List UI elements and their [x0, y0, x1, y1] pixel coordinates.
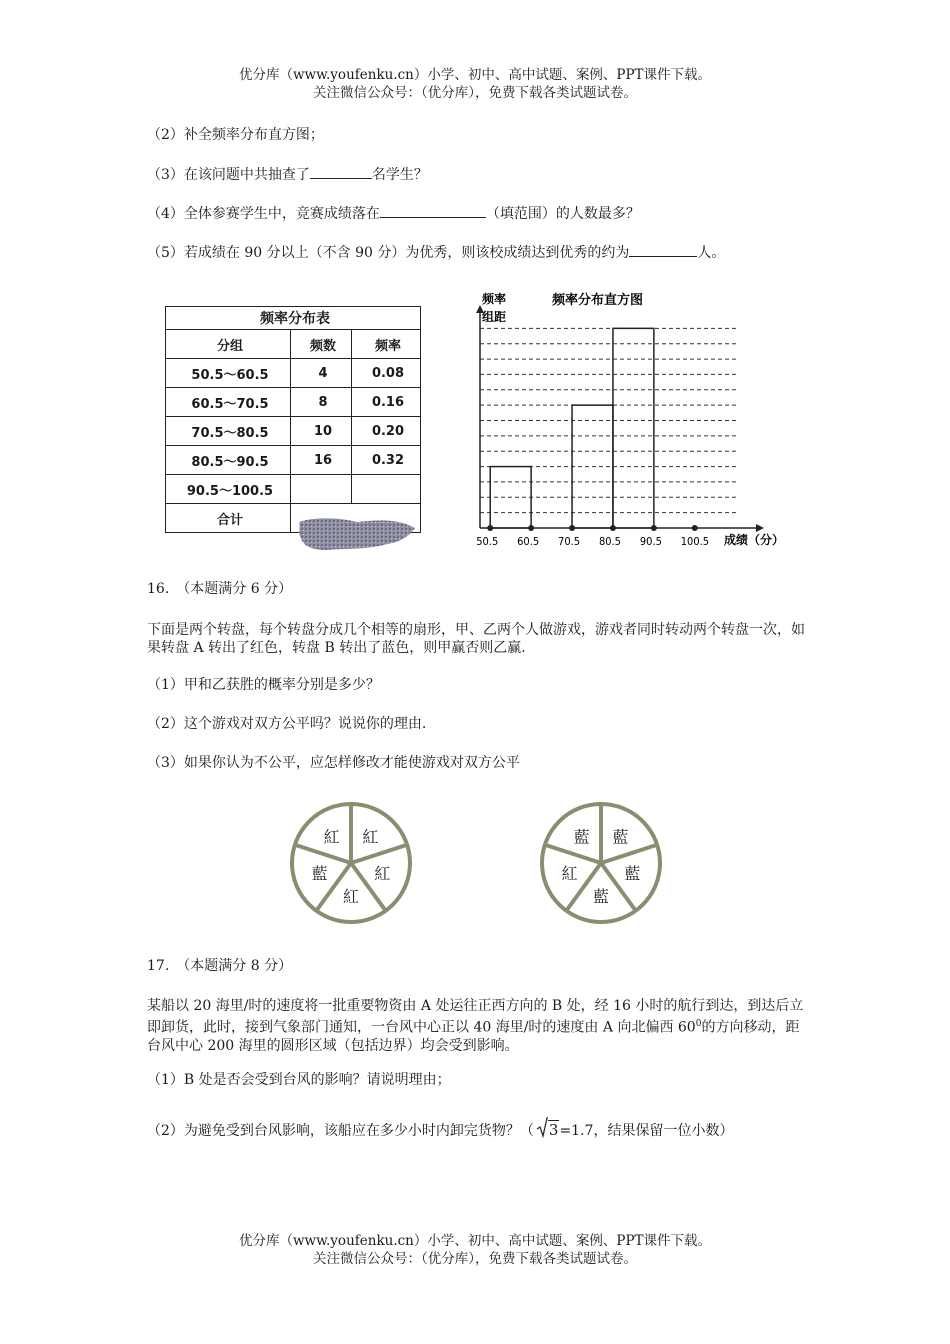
- q15-sub3-post: 名学生？: [371, 167, 428, 183]
- spinner-a: [288, 800, 414, 926]
- table-cell: 80.5～90.5: [166, 446, 291, 475]
- spinner-sector-label: 藍: [612, 827, 629, 847]
- table-cell: 90.5～100.5: [166, 475, 291, 504]
- table-cell: 10: [291, 417, 352, 446]
- q17-sub1: （1）B 处是否会受到台风的影响？请说明理由；: [147, 1072, 451, 1088]
- radicand: 3: [548, 1121, 559, 1139]
- q17-para-post: 的方向移动，距台风中心 200 海里的圆形区域（包括边界）均会受到影响。: [147, 1019, 800, 1054]
- tick-dot: [692, 525, 698, 531]
- column-header: 频率: [352, 330, 421, 359]
- x-axis-arrow-icon: [756, 524, 764, 532]
- spinner-sector-label: 紅: [323, 827, 340, 847]
- q15-sub4-post: （填范围）的人数最多？: [485, 206, 640, 222]
- q16-sub2: （2）这个游戏对双方公平吗？说说你的理由.: [147, 716, 427, 732]
- q15-sub2: （2）补全频率分布直方图；: [147, 127, 324, 143]
- q15-sub3-pre: （3）在该问题中共抽查了: [147, 167, 310, 183]
- table-cell: 8: [291, 388, 352, 417]
- table-cell: 0.32: [352, 446, 421, 475]
- tick-dot: [528, 525, 534, 531]
- y-axis-label-bottom: 组距: [482, 310, 507, 324]
- table-row: [166, 359, 421, 388]
- footer-line-2: 关注微信公众号：（优分库），免费下载各类试题试卷。: [313, 1251, 637, 1267]
- q15-sub5-post: 人。: [697, 245, 726, 261]
- histogram-bar: [613, 328, 654, 528]
- histogram-grid: [480, 328, 738, 512]
- spinner-sector-label: 紅: [362, 827, 379, 847]
- q15-sub5-pre: （5）若成绩在 90 分以上（不含 90 分）为优秀，则该校成绩达到优秀的约为: [147, 245, 630, 261]
- header-line-2: 关注微信公众号：（优分库），免费下载各类试题试卷。: [313, 85, 637, 101]
- column-header: 分组: [166, 330, 291, 359]
- x-tick-labels: [476, 535, 709, 548]
- table-row: [166, 475, 421, 504]
- table-cell: 0.08: [352, 359, 421, 388]
- q16-paragraph: 下面是两个转盘，每个转盘分成几个相等的扇形，甲、乙两个人做游戏，游戏者同时转动两个转盘一次，如果转盘 A 转出了红色，转盘 B 转出了蓝色，则甲赢否则乙赢.: [147, 622, 805, 656]
- x-tick-label: 50.5: [476, 535, 499, 548]
- frequency-table: [165, 306, 421, 533]
- footer-line-1: 优分库（www.youfenku.cn）小学、初中、高中试题、案例、PPT课件下载。: [238, 1233, 712, 1249]
- spinner-sector-label: 紅: [342, 887, 360, 906]
- y-axis-label-top: 频率: [482, 292, 507, 306]
- table-cell: 合计: [166, 504, 291, 533]
- column-header: 频数: [291, 330, 352, 359]
- table-header-row: [166, 330, 421, 359]
- radical-sign-icon: [536, 1117, 548, 1139]
- q15-sub4-pre: （4）全体参赛学生中，竞赛成绩落在: [147, 206, 380, 222]
- q15-sub5: [147, 242, 807, 262]
- q16-heading: 16. （本题满分 6 分）: [147, 581, 293, 597]
- chart-title: 频率分布直方图: [552, 293, 644, 308]
- q17-paragraph: [147, 997, 805, 1055]
- table-cell: 4: [291, 359, 352, 388]
- q17-sub2-post: =1.7，结果保留一位小数）: [559, 1123, 734, 1139]
- spinner-sector-label: 藍: [592, 887, 610, 906]
- x-tick-label: 60.5: [517, 535, 540, 548]
- page-footer: [0, 1232, 950, 1268]
- spinner-b: [538, 800, 664, 926]
- q17-sub2: [147, 1121, 807, 1140]
- q15-sub3: [147, 164, 807, 184]
- table-cell: [291, 475, 352, 504]
- spinner-sector-label: 藍: [573, 827, 590, 847]
- histogram-axes: [476, 305, 764, 532]
- degree-superscript: 0: [695, 1019, 702, 1029]
- spinner-sector-label: 藍: [624, 864, 641, 884]
- table-row: [166, 446, 421, 475]
- q16-sub3: （3）如果你认为不公平，应怎样修改才能使游戏对双方公平: [147, 755, 520, 771]
- histogram-bars: [490, 328, 654, 528]
- table-title: 频率分布表: [166, 307, 421, 330]
- table-cell: 0.16: [352, 388, 421, 417]
- header-line-1: 优分库（www.youfenku.cn）小学、初中、高中试题、案例、PPT课件下载。: [238, 67, 712, 83]
- q17-heading: 17. （本题满分 8 分）: [147, 958, 293, 974]
- q15-sub4: [147, 203, 807, 223]
- smudge-blot: [297, 516, 417, 552]
- table-cell: 16: [291, 446, 352, 475]
- spinner-sector-label: 紅: [561, 864, 578, 884]
- tick-dot: [610, 525, 616, 531]
- table-cell: 50.5～60.5: [166, 359, 291, 388]
- tick-dot: [651, 525, 657, 531]
- q17-sub2-pre: （2）为避免受到台风影响，该船应在多少小时内卸完货物？（: [147, 1123, 534, 1139]
- table-cell: 70.5～80.5: [166, 417, 291, 446]
- q17-para-pre: 某船以 20 海里/时的速度将一批重要物资由 A 处运往正西方向的 B 处，经 16 小时的航行到达，到达后立即卸货，此时，接到气象部门通知，一台风中心正以 40 海里/时的速度由 A 向北偏西 60: [147, 998, 804, 1036]
- frequency-histogram: [460, 285, 800, 555]
- tick-dot: [569, 525, 575, 531]
- spinner-sector-label: 紅: [374, 864, 391, 884]
- sqrt-expression: [536, 1121, 560, 1140]
- q16-sub1: （1）甲和乙获胜的概率分别是多少？: [147, 677, 380, 693]
- x-tick-label: 90.5: [639, 535, 662, 548]
- answer-blank[interactable]: [629, 242, 697, 257]
- table-cell: 0.20: [352, 417, 421, 446]
- page-header: [0, 66, 950, 102]
- spinner-sector-label: 藍: [311, 864, 328, 884]
- table-row: [166, 388, 421, 417]
- x-tick-label: 100.5: [680, 535, 710, 548]
- table-cell: 60.5～70.5: [166, 388, 291, 417]
- tick-dot: [487, 525, 493, 531]
- x-axis-label: 成绩（分）: [724, 533, 785, 547]
- answer-blank[interactable]: [380, 203, 486, 218]
- x-tick-label: 70.5: [558, 535, 581, 548]
- table-row: [166, 417, 421, 446]
- x-tick-label: 80.5: [598, 535, 621, 548]
- answer-blank[interactable]: [310, 164, 372, 179]
- table-cell: [352, 475, 421, 504]
